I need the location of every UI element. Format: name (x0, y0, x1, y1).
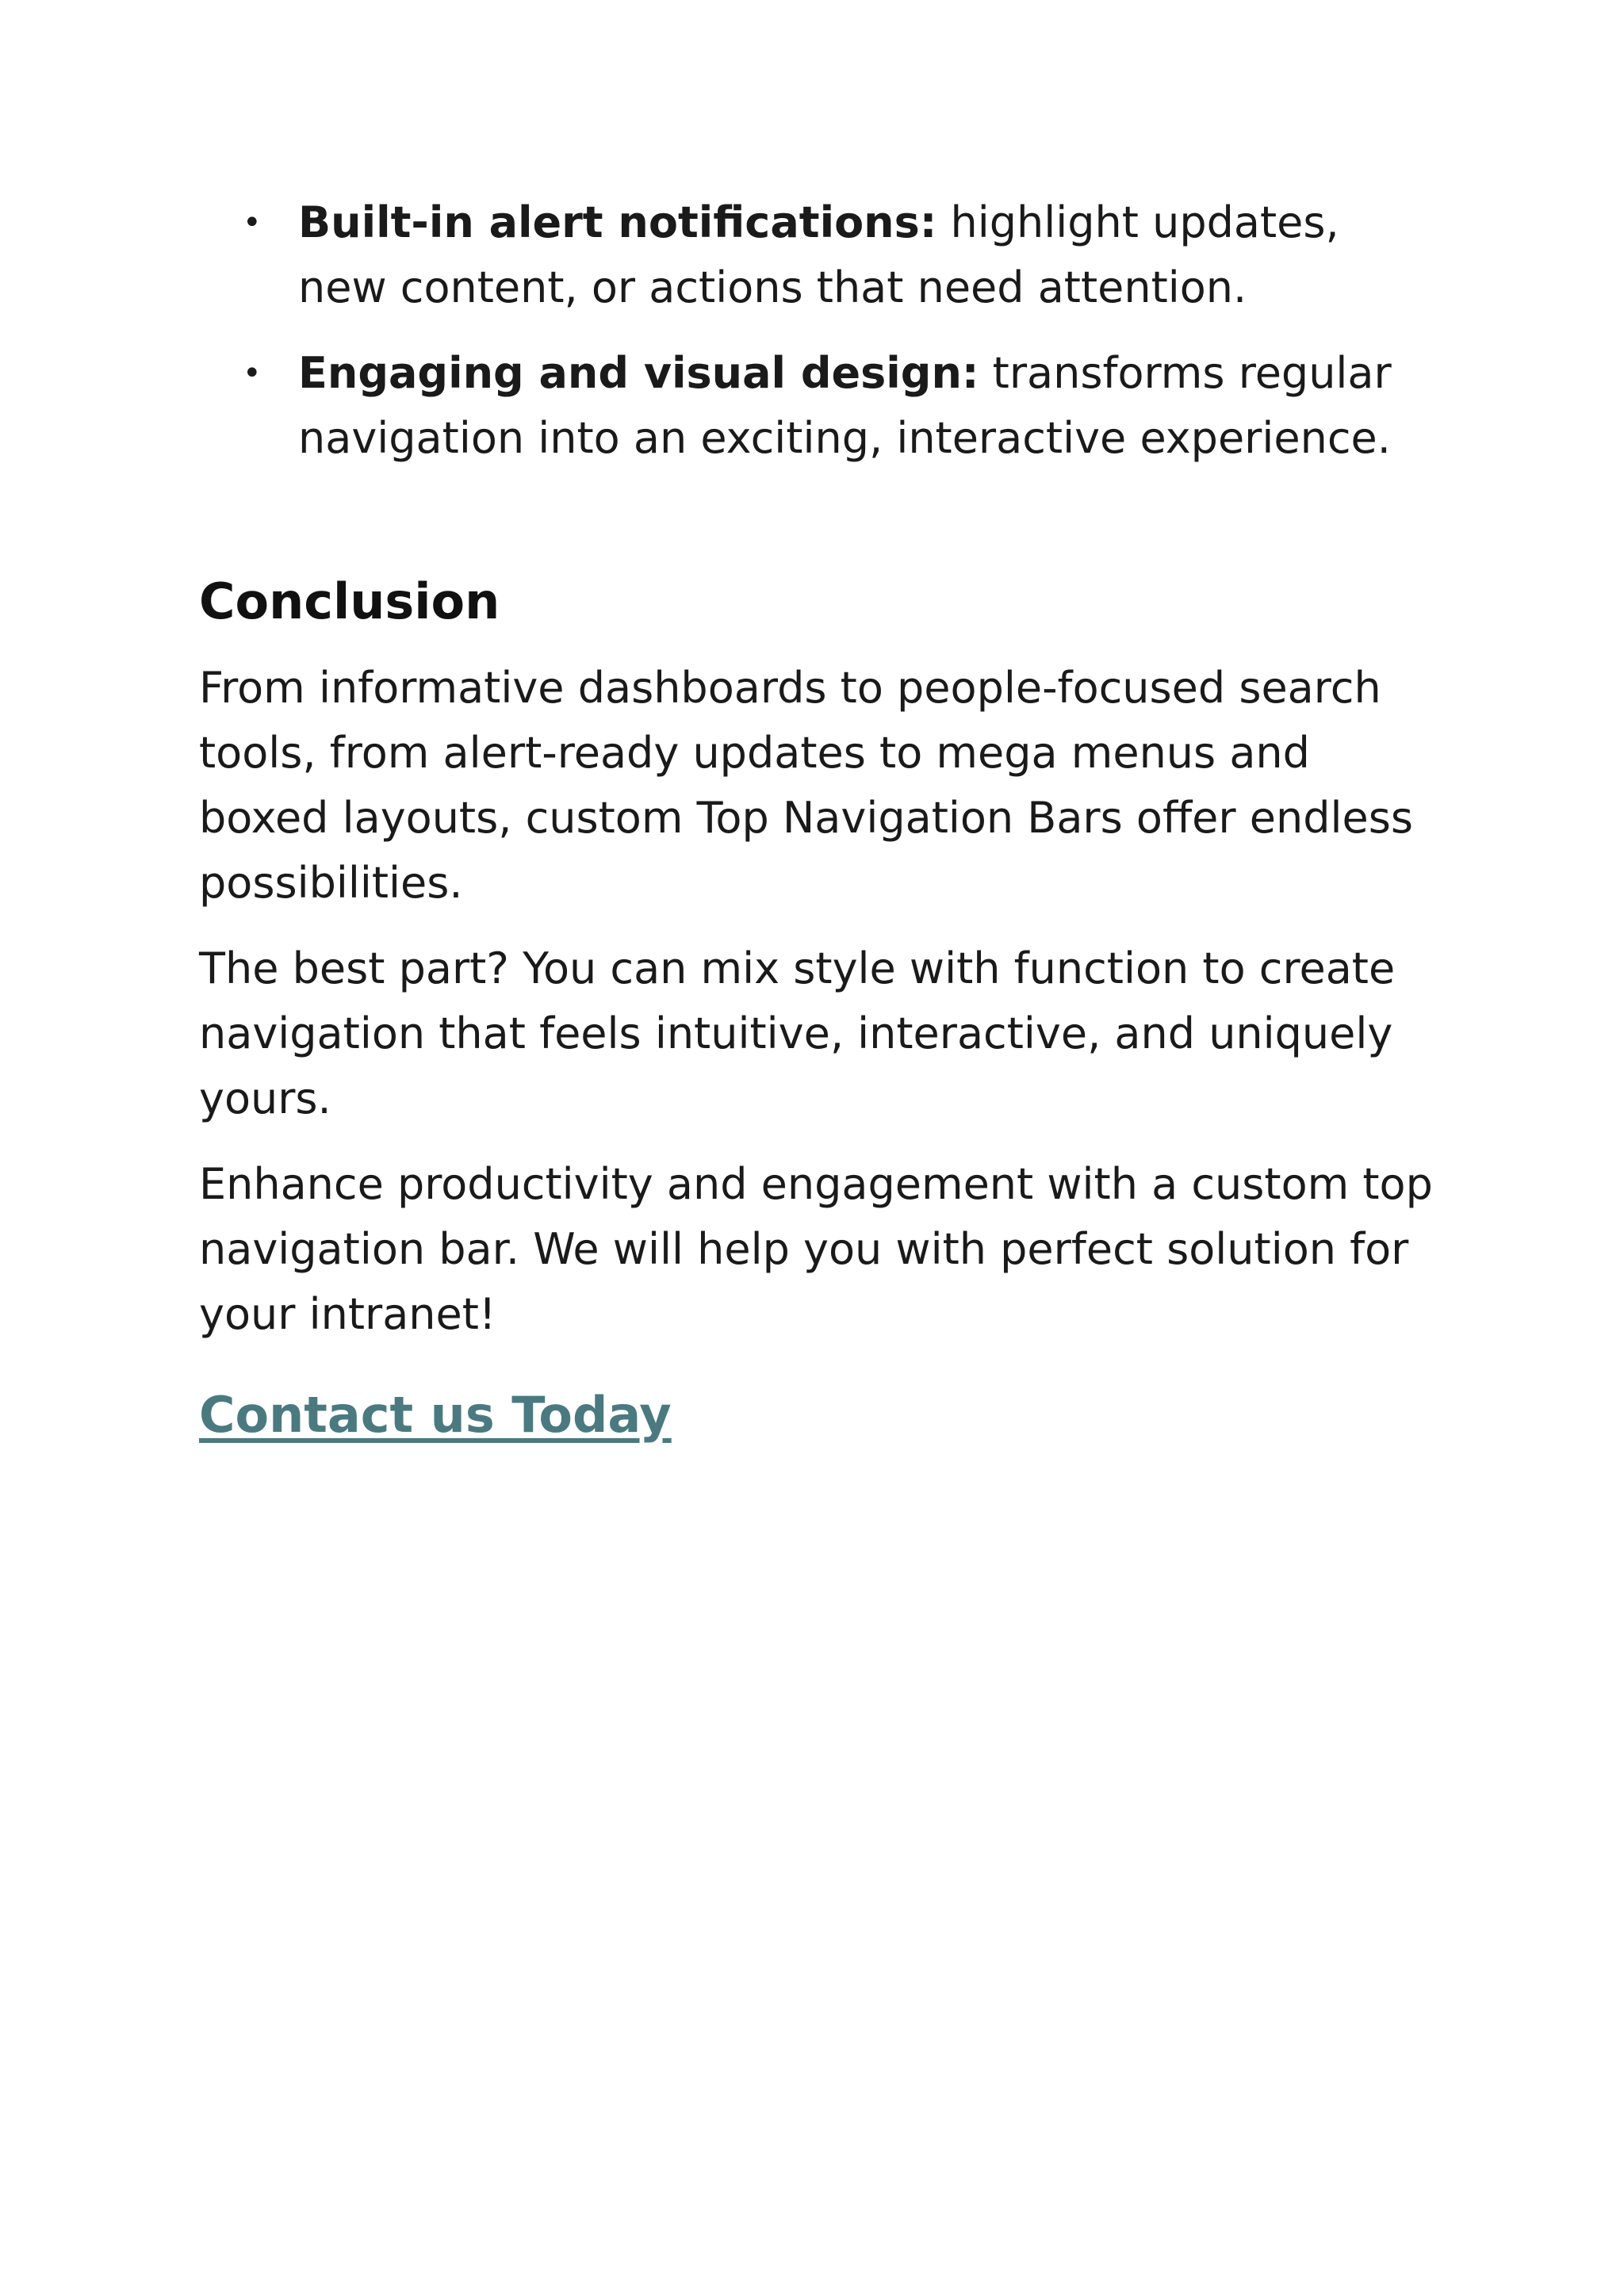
feature-text: transforms regular navigation into an exciting, interactive experience. (298, 348, 1392, 463)
feature-text: highlight updates, new content, or actions that need attention. (298, 197, 1339, 312)
conclusion-paragraph: Enhance productivity and engagement with a custom top navigation bar. We will help you with perfect solution for your intranet! (199, 1159, 1433, 1339)
feature-item-alerts (199, 190, 1436, 320)
conclusion-paragraph: The best part? You can mix style with function to create navigation that feels intuitive, interactive, and uniquely yours. (199, 943, 1396, 1123)
conclusion-paragraph: From informative dashboards to people-focused search tools, from alert-ready updates to mega menus and boxed layouts, custom Top Navigation Bars offer endless possibilities. (199, 663, 1413, 908)
conclusion-heading: Conclusion (199, 572, 500, 630)
feature-item-design (199, 341, 1436, 471)
bullet-icon: • (243, 205, 262, 241)
bullet-icon: • (243, 355, 262, 392)
feature-title: Engaging and visual design: (298, 348, 979, 398)
feature-list (199, 190, 1436, 471)
document-page (199, 190, 1436, 1447)
contact-us-link[interactable]: Contact us Today (199, 1386, 672, 1444)
feature-title: Built-in alert notifications: (298, 197, 937, 247)
